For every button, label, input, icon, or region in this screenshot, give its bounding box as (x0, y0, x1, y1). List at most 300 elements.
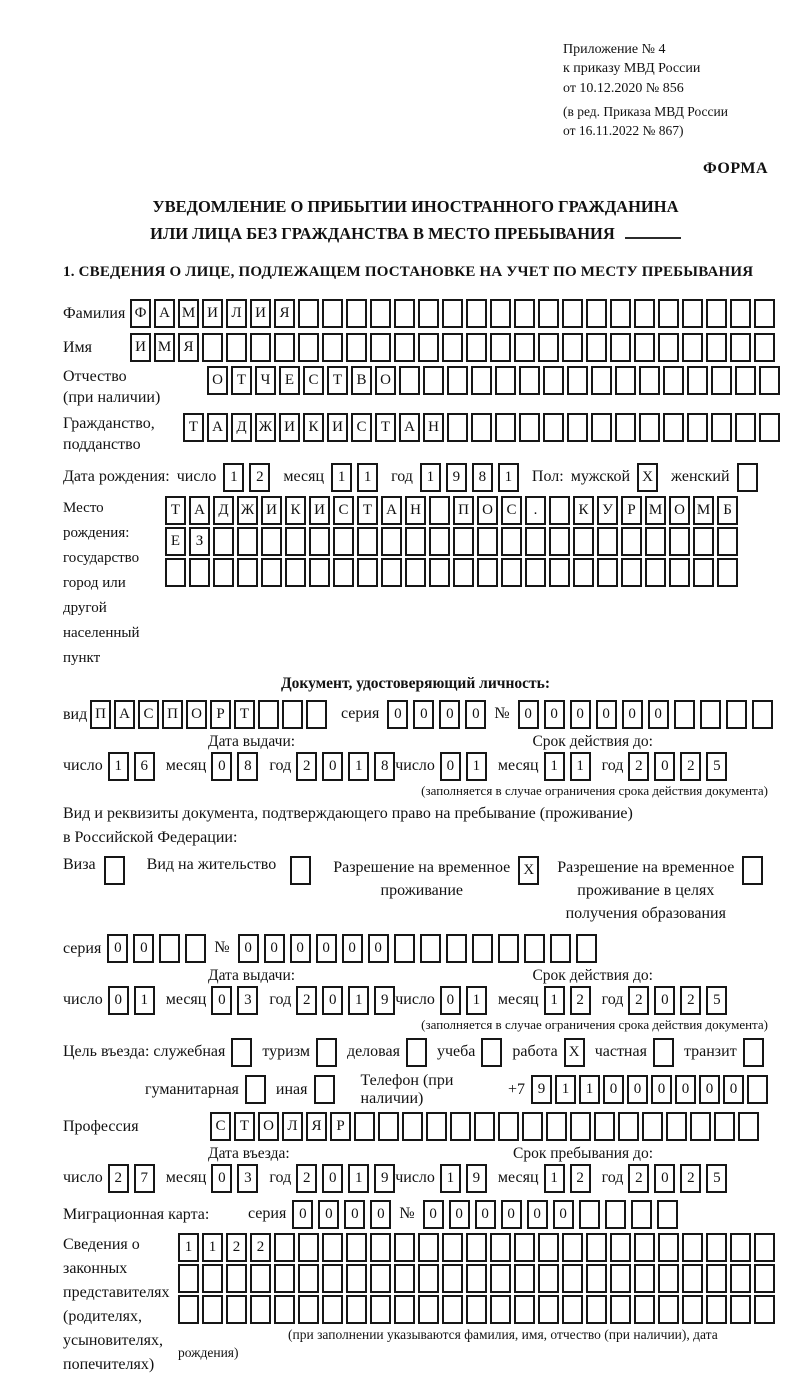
char-cell[interactable]: 9 (374, 1164, 395, 1193)
char-cell[interactable] (618, 1112, 639, 1141)
char-cell[interactable] (759, 413, 780, 442)
surname-cells[interactable] (130, 299, 775, 328)
char-cell[interactable]: 1 (498, 463, 519, 492)
char-cell[interactable]: М (693, 496, 714, 525)
char-cell[interactable] (682, 1295, 703, 1324)
char-cell[interactable]: 0 (654, 752, 675, 781)
char-cell[interactable]: 0 (699, 1075, 720, 1104)
char-cell[interactable]: 2 (250, 1233, 271, 1262)
char-cell[interactable] (418, 1233, 439, 1262)
char-cell[interactable] (669, 558, 690, 587)
char-cell[interactable]: 9 (446, 463, 467, 492)
char-cell[interactable] (615, 413, 636, 442)
char-cell[interactable] (394, 934, 415, 963)
char-cell[interactable]: 1 (348, 1164, 369, 1193)
doc-number-cells[interactable] (518, 700, 773, 729)
char-cell[interactable] (285, 558, 306, 587)
char-cell[interactable] (666, 1112, 687, 1141)
char-cell[interactable] (546, 1112, 567, 1141)
identity-issue-day-cells[interactable] (108, 752, 155, 781)
char-cell[interactable] (567, 366, 588, 395)
char-cell[interactable] (250, 1295, 271, 1324)
char-cell[interactable] (498, 1112, 519, 1141)
char-cell[interactable] (357, 558, 378, 587)
char-cell[interactable]: 0 (211, 752, 232, 781)
char-cell[interactable]: Д (213, 496, 234, 525)
char-cell[interactable] (738, 1112, 759, 1141)
char-cell[interactable]: 8 (237, 752, 258, 781)
char-cell[interactable]: С (303, 366, 324, 395)
migration-card-series-cells[interactable] (292, 1200, 391, 1229)
char-cell[interactable]: И (309, 496, 330, 525)
char-cell[interactable] (370, 1295, 391, 1324)
char-cell[interactable] (747, 1075, 768, 1104)
char-cell[interactable] (226, 1295, 247, 1324)
char-cell[interactable]: Т (375, 413, 396, 442)
char-cell[interactable] (567, 413, 588, 442)
char-cell[interactable]: 1 (134, 986, 155, 1015)
char-cell[interactable]: 2 (570, 986, 591, 1015)
char-cell[interactable] (474, 1112, 495, 1141)
char-cell[interactable] (524, 934, 545, 963)
char-cell[interactable] (687, 413, 708, 442)
char-cell[interactable]: 1 (348, 752, 369, 781)
char-cell[interactable] (250, 1264, 271, 1293)
char-cell[interactable] (481, 1038, 502, 1067)
char-cell[interactable] (538, 1295, 559, 1324)
char-cell[interactable] (490, 1233, 511, 1262)
char-cell[interactable] (543, 366, 564, 395)
char-cell[interactable]: А (381, 496, 402, 525)
char-cell[interactable]: П (90, 700, 111, 729)
visa-checkbox[interactable] (104, 856, 125, 885)
char-cell[interactable] (472, 934, 493, 963)
char-cell[interactable] (726, 700, 747, 729)
char-cell[interactable]: А (399, 413, 420, 442)
char-cell[interactable] (490, 299, 511, 328)
char-cell[interactable] (586, 333, 607, 362)
char-cell[interactable]: 2 (680, 752, 701, 781)
char-cell[interactable] (735, 366, 756, 395)
char-cell[interactable]: Ч (255, 366, 276, 395)
char-cell[interactable] (165, 558, 186, 587)
char-cell[interactable]: Т (165, 496, 186, 525)
char-cell[interactable] (663, 366, 684, 395)
char-cell[interactable]: 2 (570, 1164, 591, 1193)
char-cell[interactable] (525, 527, 546, 556)
char-cell[interactable] (490, 1264, 511, 1293)
char-cell[interactable]: 1 (108, 752, 129, 781)
char-cell[interactable] (354, 1112, 375, 1141)
char-cell[interactable]: 1 (544, 1164, 565, 1193)
char-cell[interactable] (418, 1264, 439, 1293)
char-cell[interactable] (447, 366, 468, 395)
char-cell[interactable] (514, 333, 535, 362)
char-cell[interactable]: А (154, 299, 175, 328)
char-cell[interactable] (250, 333, 271, 362)
char-cell[interactable]: 1 (466, 752, 487, 781)
char-cell[interactable]: X (564, 1038, 585, 1067)
char-cell[interactable] (357, 527, 378, 556)
char-cell[interactable]: 8 (472, 463, 493, 492)
char-cell[interactable] (717, 527, 738, 556)
char-cell[interactable]: О (186, 700, 207, 729)
char-cell[interactable]: С (138, 700, 159, 729)
char-cell[interactable] (562, 1264, 583, 1293)
char-cell[interactable] (754, 299, 775, 328)
char-cell[interactable]: 1 (570, 752, 591, 781)
purpose-tourism-checkbox[interactable] (316, 1038, 337, 1067)
char-cell[interactable] (639, 413, 660, 442)
char-cell[interactable] (495, 366, 516, 395)
char-cell[interactable]: И (327, 413, 348, 442)
char-cell[interactable] (543, 413, 564, 442)
char-cell[interactable] (453, 558, 474, 587)
char-cell[interactable] (615, 366, 636, 395)
entry-year-cells[interactable] (296, 1164, 395, 1193)
char-cell[interactable] (394, 1264, 415, 1293)
char-cell[interactable]: 0 (651, 1075, 672, 1104)
char-cell[interactable]: 0 (596, 700, 617, 729)
char-cell[interactable] (231, 1038, 252, 1067)
char-cell[interactable]: 5 (706, 752, 727, 781)
char-cell[interactable]: 0 (368, 934, 389, 963)
sex-female-checkbox[interactable] (737, 463, 758, 492)
char-cell[interactable]: 9 (531, 1075, 552, 1104)
char-cell[interactable]: Н (405, 496, 426, 525)
char-cell[interactable] (634, 333, 655, 362)
char-cell[interactable] (514, 1295, 535, 1324)
char-cell[interactable] (737, 463, 758, 492)
char-cell[interactable] (653, 1038, 674, 1067)
char-cell[interactable] (597, 558, 618, 587)
identity-expiry-day-cells[interactable] (440, 752, 487, 781)
purpose-work-checkbox[interactable] (564, 1038, 585, 1067)
char-cell[interactable] (346, 1233, 367, 1262)
char-cell[interactable]: И (279, 413, 300, 442)
char-cell[interactable] (501, 527, 522, 556)
char-cell[interactable] (466, 333, 487, 362)
char-cell[interactable]: 3 (237, 986, 258, 1015)
char-cell[interactable]: И (261, 496, 282, 525)
char-cell[interactable] (226, 333, 247, 362)
char-cell[interactable] (645, 558, 666, 587)
char-cell[interactable]: П (453, 496, 474, 525)
purpose-official-checkbox[interactable] (231, 1038, 252, 1067)
char-cell[interactable]: 1 (348, 986, 369, 1015)
char-cell[interactable] (730, 1264, 751, 1293)
char-cell[interactable] (586, 299, 607, 328)
char-cell[interactable]: 0 (518, 700, 539, 729)
char-cell[interactable] (185, 934, 206, 963)
char-cell[interactable]: 1 (202, 1233, 223, 1262)
char-cell[interactable] (394, 1233, 415, 1262)
char-cell[interactable]: X (637, 463, 658, 492)
char-cell[interactable]: 0 (211, 986, 232, 1015)
char-cell[interactable]: С (333, 496, 354, 525)
char-cell[interactable]: К (573, 496, 594, 525)
char-cell[interactable] (735, 413, 756, 442)
char-cell[interactable]: 1 (555, 1075, 576, 1104)
char-cell[interactable]: Я (178, 333, 199, 362)
char-cell[interactable] (634, 299, 655, 328)
representatives-row2-cells[interactable] (178, 1264, 775, 1293)
char-cell[interactable] (562, 333, 583, 362)
char-cell[interactable]: Ж (255, 413, 276, 442)
char-cell[interactable] (693, 527, 714, 556)
char-cell[interactable] (442, 1264, 463, 1293)
char-cell[interactable]: 0 (622, 700, 643, 729)
char-cell[interactable]: 0 (603, 1075, 624, 1104)
char-cell[interactable]: 0 (654, 1164, 675, 1193)
residence-permit-checkbox[interactable] (290, 856, 311, 885)
char-cell[interactable] (690, 1112, 711, 1141)
char-cell[interactable] (213, 558, 234, 587)
char-cell[interactable] (594, 1112, 615, 1141)
char-cell[interactable]: 1 (466, 986, 487, 1015)
char-cell[interactable] (682, 333, 703, 362)
char-cell[interactable] (550, 934, 571, 963)
char-cell[interactable] (370, 333, 391, 362)
char-cell[interactable] (322, 1264, 343, 1293)
char-cell[interactable] (549, 496, 570, 525)
char-cell[interactable] (298, 333, 319, 362)
char-cell[interactable] (298, 1295, 319, 1324)
char-cell[interactable] (274, 1264, 295, 1293)
char-cell[interactable]: М (645, 496, 666, 525)
citizenship-cells[interactable] (183, 413, 780, 442)
char-cell[interactable] (394, 333, 415, 362)
char-cell[interactable]: О (375, 366, 396, 395)
char-cell[interactable] (591, 366, 612, 395)
char-cell[interactable]: Е (279, 366, 300, 395)
char-cell[interactable] (700, 700, 721, 729)
char-cell[interactable]: 0 (544, 700, 565, 729)
char-cell[interactable]: 0 (439, 700, 460, 729)
char-cell[interactable] (658, 1295, 679, 1324)
char-cell[interactable] (213, 527, 234, 556)
purpose-transit-checkbox[interactable] (743, 1038, 764, 1067)
char-cell[interactable]: И (250, 299, 271, 328)
char-cell[interactable] (402, 1112, 423, 1141)
char-cell[interactable] (576, 934, 597, 963)
char-cell[interactable] (610, 1295, 631, 1324)
char-cell[interactable] (399, 366, 420, 395)
char-cell[interactable]: Т (234, 700, 255, 729)
char-cell[interactable] (285, 527, 306, 556)
char-cell[interactable] (754, 333, 775, 362)
char-cell[interactable] (514, 299, 535, 328)
char-cell[interactable] (202, 1295, 223, 1324)
char-cell[interactable]: Т (183, 413, 204, 442)
char-cell[interactable]: 2 (680, 986, 701, 1015)
char-cell[interactable] (274, 333, 295, 362)
purpose-business-checkbox[interactable] (406, 1038, 427, 1067)
char-cell[interactable]: 0 (107, 934, 128, 963)
char-cell[interactable]: 0 (322, 1164, 343, 1193)
char-cell[interactable] (346, 1295, 367, 1324)
char-cell[interactable] (466, 1295, 487, 1324)
char-cell[interactable] (178, 1264, 199, 1293)
char-cell[interactable] (258, 700, 279, 729)
char-cell[interactable]: Б (717, 496, 738, 525)
char-cell[interactable] (514, 1233, 535, 1262)
char-cell[interactable]: О (477, 496, 498, 525)
char-cell[interactable]: 1 (223, 463, 244, 492)
char-cell[interactable] (442, 299, 463, 328)
char-cell[interactable]: 5 (706, 1164, 727, 1193)
char-cell[interactable]: 0 (465, 700, 486, 729)
char-cell[interactable] (202, 1264, 223, 1293)
char-cell[interactable]: Т (357, 496, 378, 525)
char-cell[interactable] (621, 558, 642, 587)
char-cell[interactable]: 0 (264, 934, 285, 963)
char-cell[interactable]: 0 (322, 986, 343, 1015)
char-cell[interactable] (237, 558, 258, 587)
char-cell[interactable] (730, 1295, 751, 1324)
char-cell[interactable] (333, 527, 354, 556)
char-cell[interactable]: 0 (423, 1200, 444, 1229)
char-cell[interactable]: О (258, 1112, 279, 1141)
char-cell[interactable]: Т (231, 366, 252, 395)
char-cell[interactable]: 0 (413, 700, 434, 729)
temp-residence-checkbox[interactable] (518, 856, 539, 885)
char-cell[interactable]: 0 (292, 1200, 313, 1229)
char-cell[interactable] (429, 558, 450, 587)
stay-until-month-cells[interactable] (544, 1164, 591, 1193)
char-cell[interactable] (442, 333, 463, 362)
char-cell[interactable] (290, 856, 311, 885)
char-cell[interactable]: 2 (108, 1164, 129, 1193)
char-cell[interactable] (754, 1233, 775, 1262)
char-cell[interactable]: X (518, 856, 539, 885)
char-cell[interactable] (658, 333, 679, 362)
char-cell[interactable] (634, 1233, 655, 1262)
entry-month-cells[interactable] (211, 1164, 258, 1193)
char-cell[interactable] (634, 1264, 655, 1293)
char-cell[interactable] (687, 366, 708, 395)
char-cell[interactable] (570, 1112, 591, 1141)
birth-place-row2-cells[interactable] (165, 527, 738, 556)
char-cell[interactable]: 2 (296, 986, 317, 1015)
char-cell[interactable]: С (351, 413, 372, 442)
char-cell[interactable] (237, 527, 258, 556)
char-cell[interactable] (706, 1264, 727, 1293)
char-cell[interactable] (466, 1264, 487, 1293)
char-cell[interactable]: М (154, 333, 175, 362)
identity-issue-year-cells[interactable] (296, 752, 395, 781)
char-cell[interactable] (605, 1200, 626, 1229)
char-cell[interactable] (471, 413, 492, 442)
stay-doc-expiry-month-cells[interactable] (544, 986, 591, 1015)
char-cell[interactable]: У (597, 496, 618, 525)
identity-expiry-month-cells[interactable] (544, 752, 591, 781)
char-cell[interactable]: 2 (628, 752, 649, 781)
stay-until-year-cells[interactable] (628, 1164, 727, 1193)
char-cell[interactable] (682, 1264, 703, 1293)
char-cell[interactable] (178, 1295, 199, 1324)
char-cell[interactable] (549, 558, 570, 587)
purpose-private-checkbox[interactable] (653, 1038, 674, 1067)
char-cell[interactable] (316, 1038, 337, 1067)
char-cell[interactable]: 1 (544, 986, 565, 1015)
char-cell[interactable]: 2 (296, 752, 317, 781)
char-cell[interactable]: 0 (387, 700, 408, 729)
char-cell[interactable] (714, 1112, 735, 1141)
char-cell[interactable]: 0 (723, 1075, 744, 1104)
char-cell[interactable] (466, 1233, 487, 1262)
char-cell[interactable] (579, 1200, 600, 1229)
char-cell[interactable]: Я (306, 1112, 327, 1141)
char-cell[interactable] (298, 299, 319, 328)
representatives-row1-cells[interactable] (178, 1233, 775, 1262)
char-cell[interactable] (573, 558, 594, 587)
char-cell[interactable]: 0 (211, 1164, 232, 1193)
char-cell[interactable]: 0 (627, 1075, 648, 1104)
birth-month-cells[interactable] (331, 463, 378, 492)
char-cell[interactable]: 0 (553, 1200, 574, 1229)
char-cell[interactable] (706, 299, 727, 328)
char-cell[interactable] (658, 1264, 679, 1293)
char-cell[interactable] (309, 558, 330, 587)
char-cell[interactable] (742, 856, 763, 885)
char-cell[interactable]: Т (327, 366, 348, 395)
char-cell[interactable]: Л (282, 1112, 303, 1141)
char-cell[interactable] (730, 333, 751, 362)
sex-male-checkbox[interactable] (637, 463, 658, 492)
char-cell[interactable]: 0 (501, 1200, 522, 1229)
char-cell[interactable] (730, 1233, 751, 1262)
char-cell[interactable] (754, 1264, 775, 1293)
char-cell[interactable] (298, 1264, 319, 1293)
char-cell[interactable]: 9 (374, 986, 395, 1015)
char-cell[interactable]: С (501, 496, 522, 525)
char-cell[interactable] (104, 856, 125, 885)
char-cell[interactable] (639, 366, 660, 395)
purpose-other-checkbox[interactable] (314, 1075, 335, 1104)
char-cell[interactable] (711, 413, 732, 442)
char-cell[interactable] (495, 413, 516, 442)
birth-place-row3-cells[interactable] (165, 558, 738, 587)
char-cell[interactable] (394, 1295, 415, 1324)
char-cell[interactable]: К (303, 413, 324, 442)
char-cell[interactable] (226, 1264, 247, 1293)
char-cell[interactable]: 6 (134, 752, 155, 781)
char-cell[interactable] (621, 527, 642, 556)
char-cell[interactable] (610, 1233, 631, 1262)
char-cell[interactable] (447, 413, 468, 442)
char-cell[interactable] (381, 527, 402, 556)
char-cell[interactable] (370, 1233, 391, 1262)
char-cell[interactable] (658, 299, 679, 328)
char-cell[interactable]: Р (330, 1112, 351, 1141)
stay-doc-issue-day-cells[interactable] (108, 986, 155, 1015)
char-cell[interactable] (426, 1112, 447, 1141)
char-cell[interactable] (538, 1233, 559, 1262)
char-cell[interactable]: Р (210, 700, 231, 729)
char-cell[interactable] (423, 366, 444, 395)
char-cell[interactable] (418, 1295, 439, 1324)
char-cell[interactable] (274, 1295, 295, 1324)
doc-kind-cells[interactable] (90, 700, 327, 729)
char-cell[interactable] (706, 333, 727, 362)
char-cell[interactable]: 0 (318, 1200, 339, 1229)
char-cell[interactable] (245, 1075, 266, 1104)
char-cell[interactable]: Т (234, 1112, 255, 1141)
char-cell[interactable] (538, 333, 559, 362)
char-cell[interactable]: 0 (290, 934, 311, 963)
stay-doc-issue-month-cells[interactable] (211, 986, 258, 1015)
